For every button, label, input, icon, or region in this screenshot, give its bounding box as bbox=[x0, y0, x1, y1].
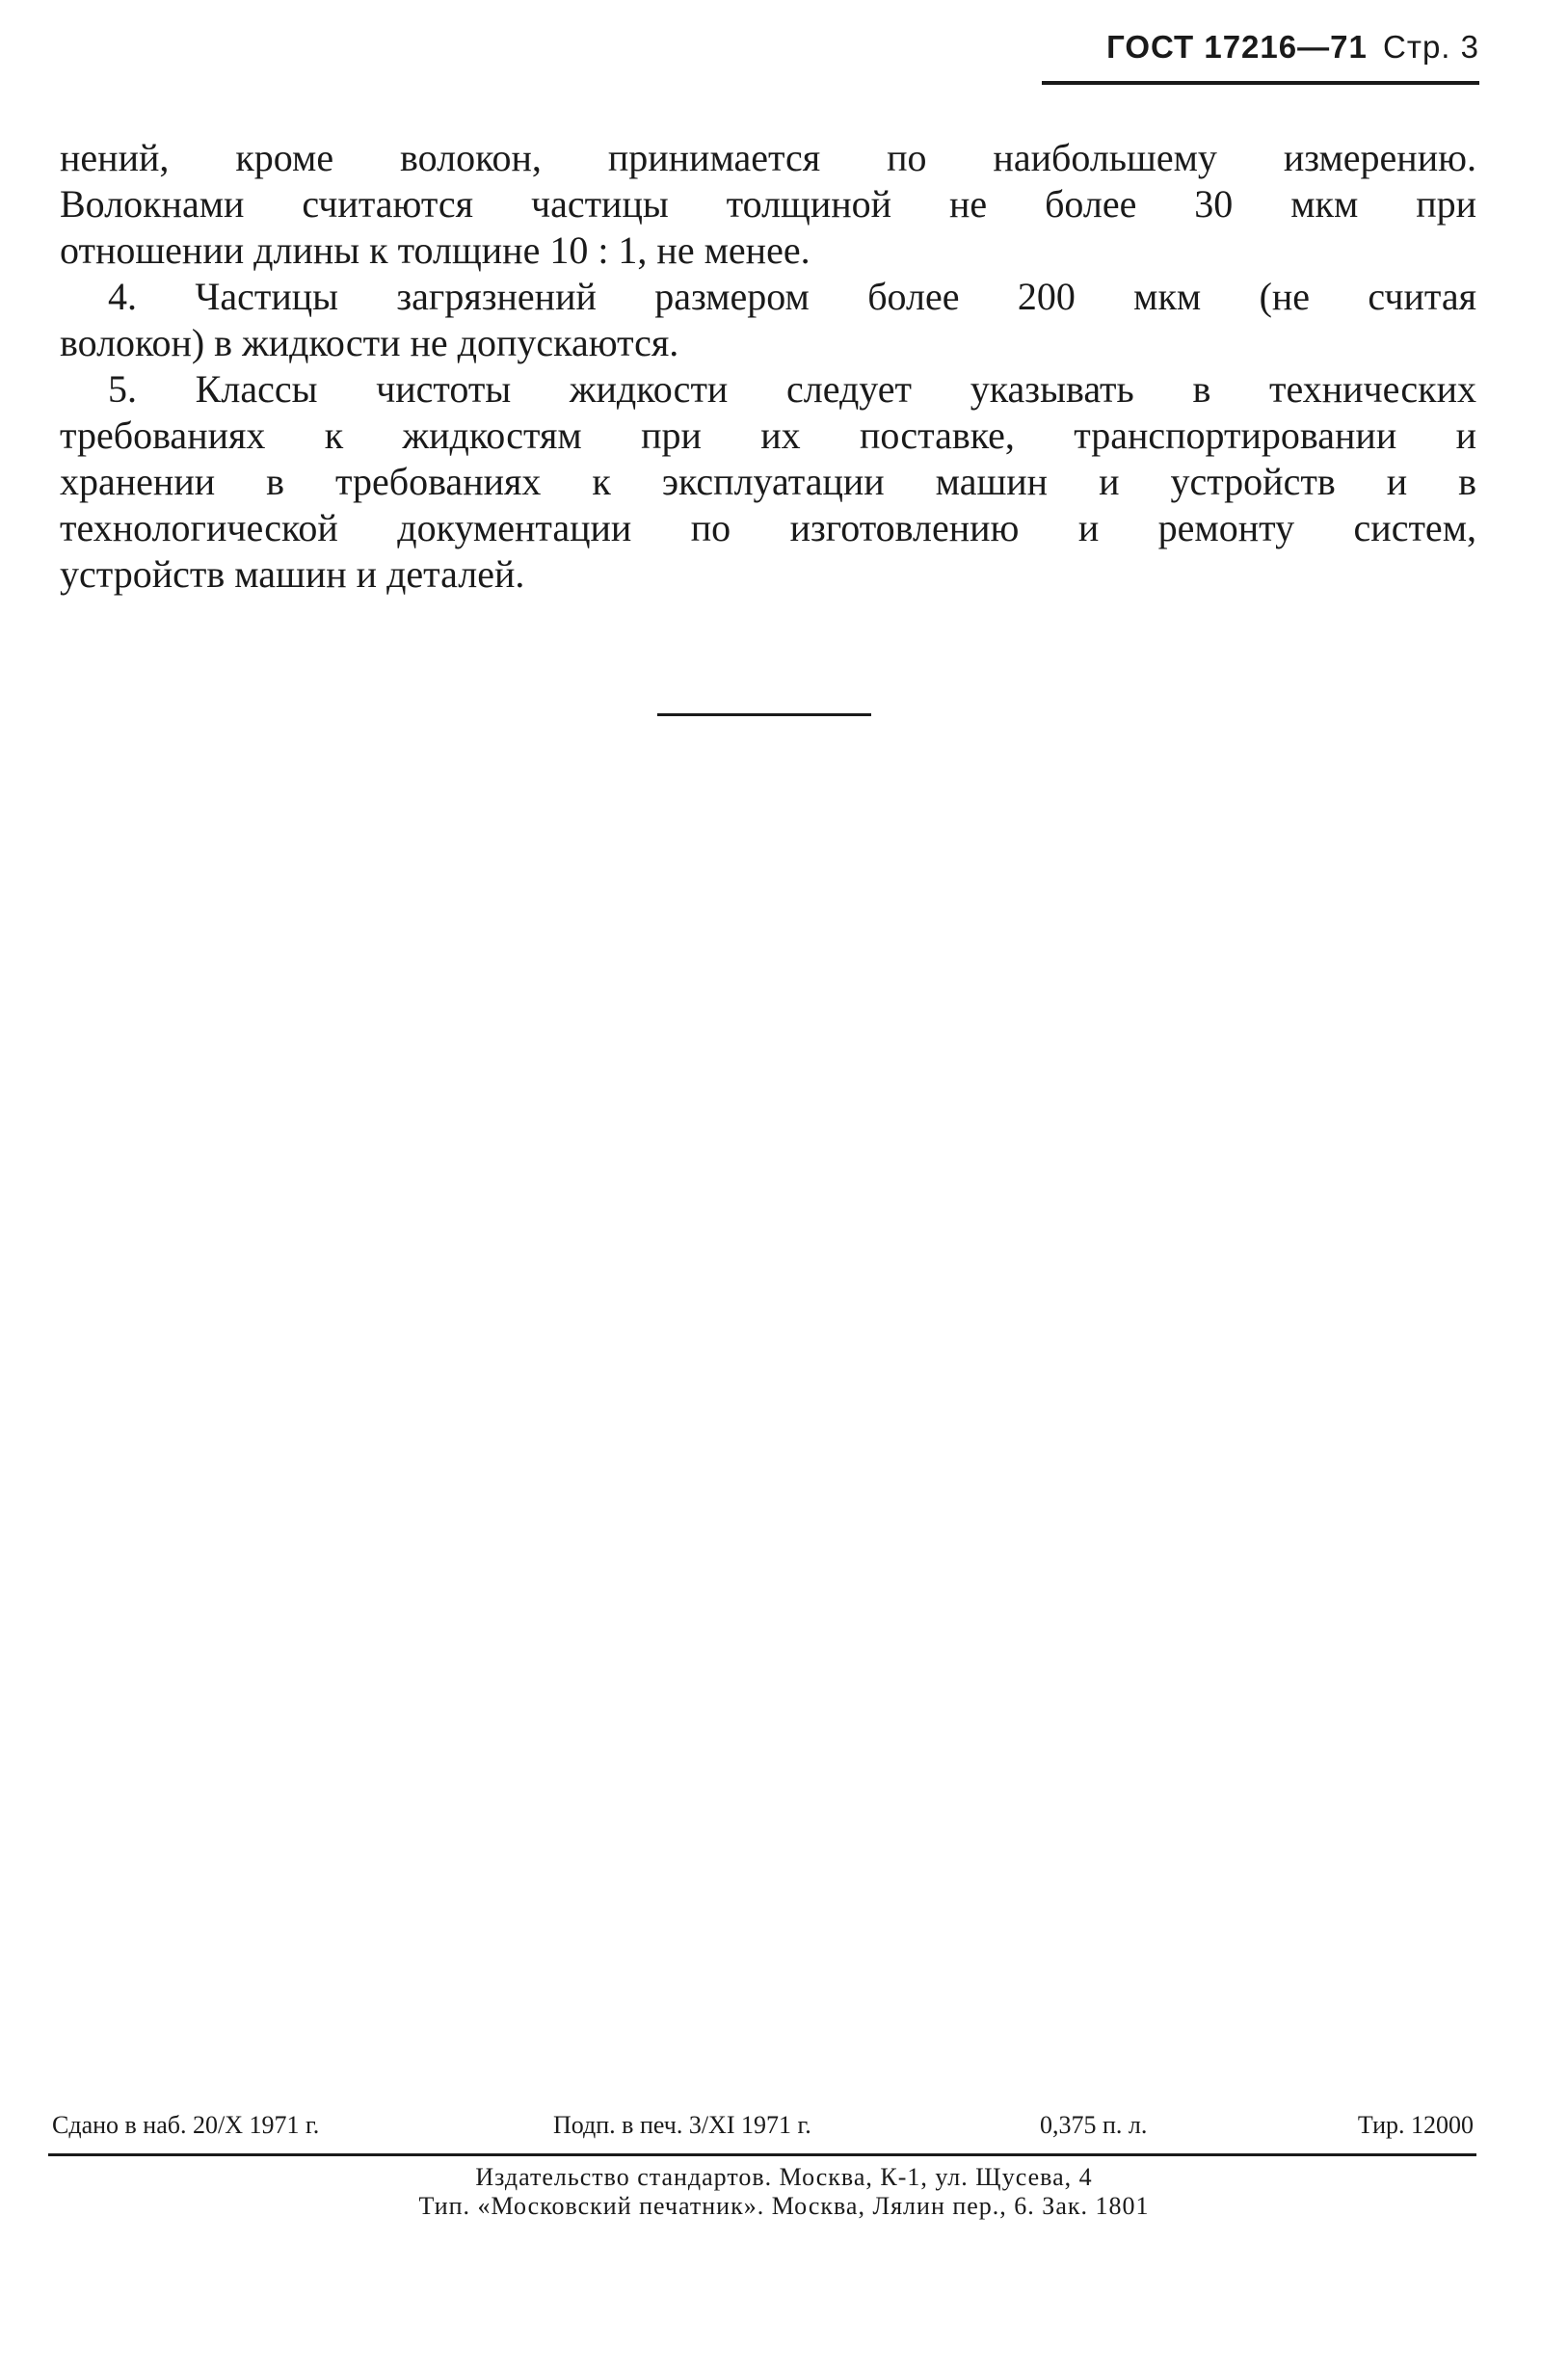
text-line: хранении в требованиях к эксплуатации машин и устройств и в bbox=[60, 460, 1476, 503]
header-rule bbox=[1042, 81, 1479, 85]
clause-4-line: 4. Частицы загрязнений размером более 200 мкм (не считая bbox=[108, 275, 1476, 318]
printer-line: Тип. «Московский печатник». Москва, Лялин пер., 6. Зак. 1801 bbox=[418, 2192, 1150, 2220]
body-text bbox=[60, 135, 1476, 598]
text-line: технологической документации по изготовлению и ремонту систем, bbox=[60, 506, 1476, 549]
text-line: нений, кроме волокон, принимается по наибольшему измерению. bbox=[60, 136, 1476, 179]
text-line: отношении длины к толщине 10 : 1, не менее. bbox=[60, 228, 811, 272]
text-line: требованиях к жидкостям при их поставке, транспортировании и bbox=[60, 414, 1476, 457]
text-line: волокон) в жидкости не допускаются. bbox=[60, 321, 679, 364]
publisher-line: Издательство стандартов. Москва, К-1, ул. Щусева, 4 bbox=[475, 2163, 1093, 2191]
page-header bbox=[1106, 29, 1479, 66]
imprint-signed: Подп. в печ. 3/XI 1971 г. bbox=[553, 2111, 811, 2139]
publisher-block bbox=[0, 2163, 1568, 2221]
imprint-print-run: Тир. 12000 bbox=[1357, 2111, 1474, 2139]
imprint-sheets: 0,375 п. л. bbox=[1040, 2111, 1148, 2139]
document-code: ГОСТ 17216—71 bbox=[1106, 29, 1368, 65]
imprint-rule bbox=[48, 2153, 1476, 2156]
end-of-text-divider bbox=[657, 713, 871, 716]
clause-5-line: 5. Классы чистоты жидкости следует указывать в технических bbox=[108, 367, 1476, 411]
imprint-row bbox=[52, 2111, 1474, 2142]
imprint-submitted: Сдано в наб. 20/X 1971 г. bbox=[52, 2111, 320, 2139]
page-number: Стр. 3 bbox=[1383, 29, 1479, 65]
text-line: Волокнами считаются частицы толщиной не более 30 мкм при bbox=[60, 182, 1476, 226]
text-line: устройств машин и деталей. bbox=[60, 552, 525, 596]
